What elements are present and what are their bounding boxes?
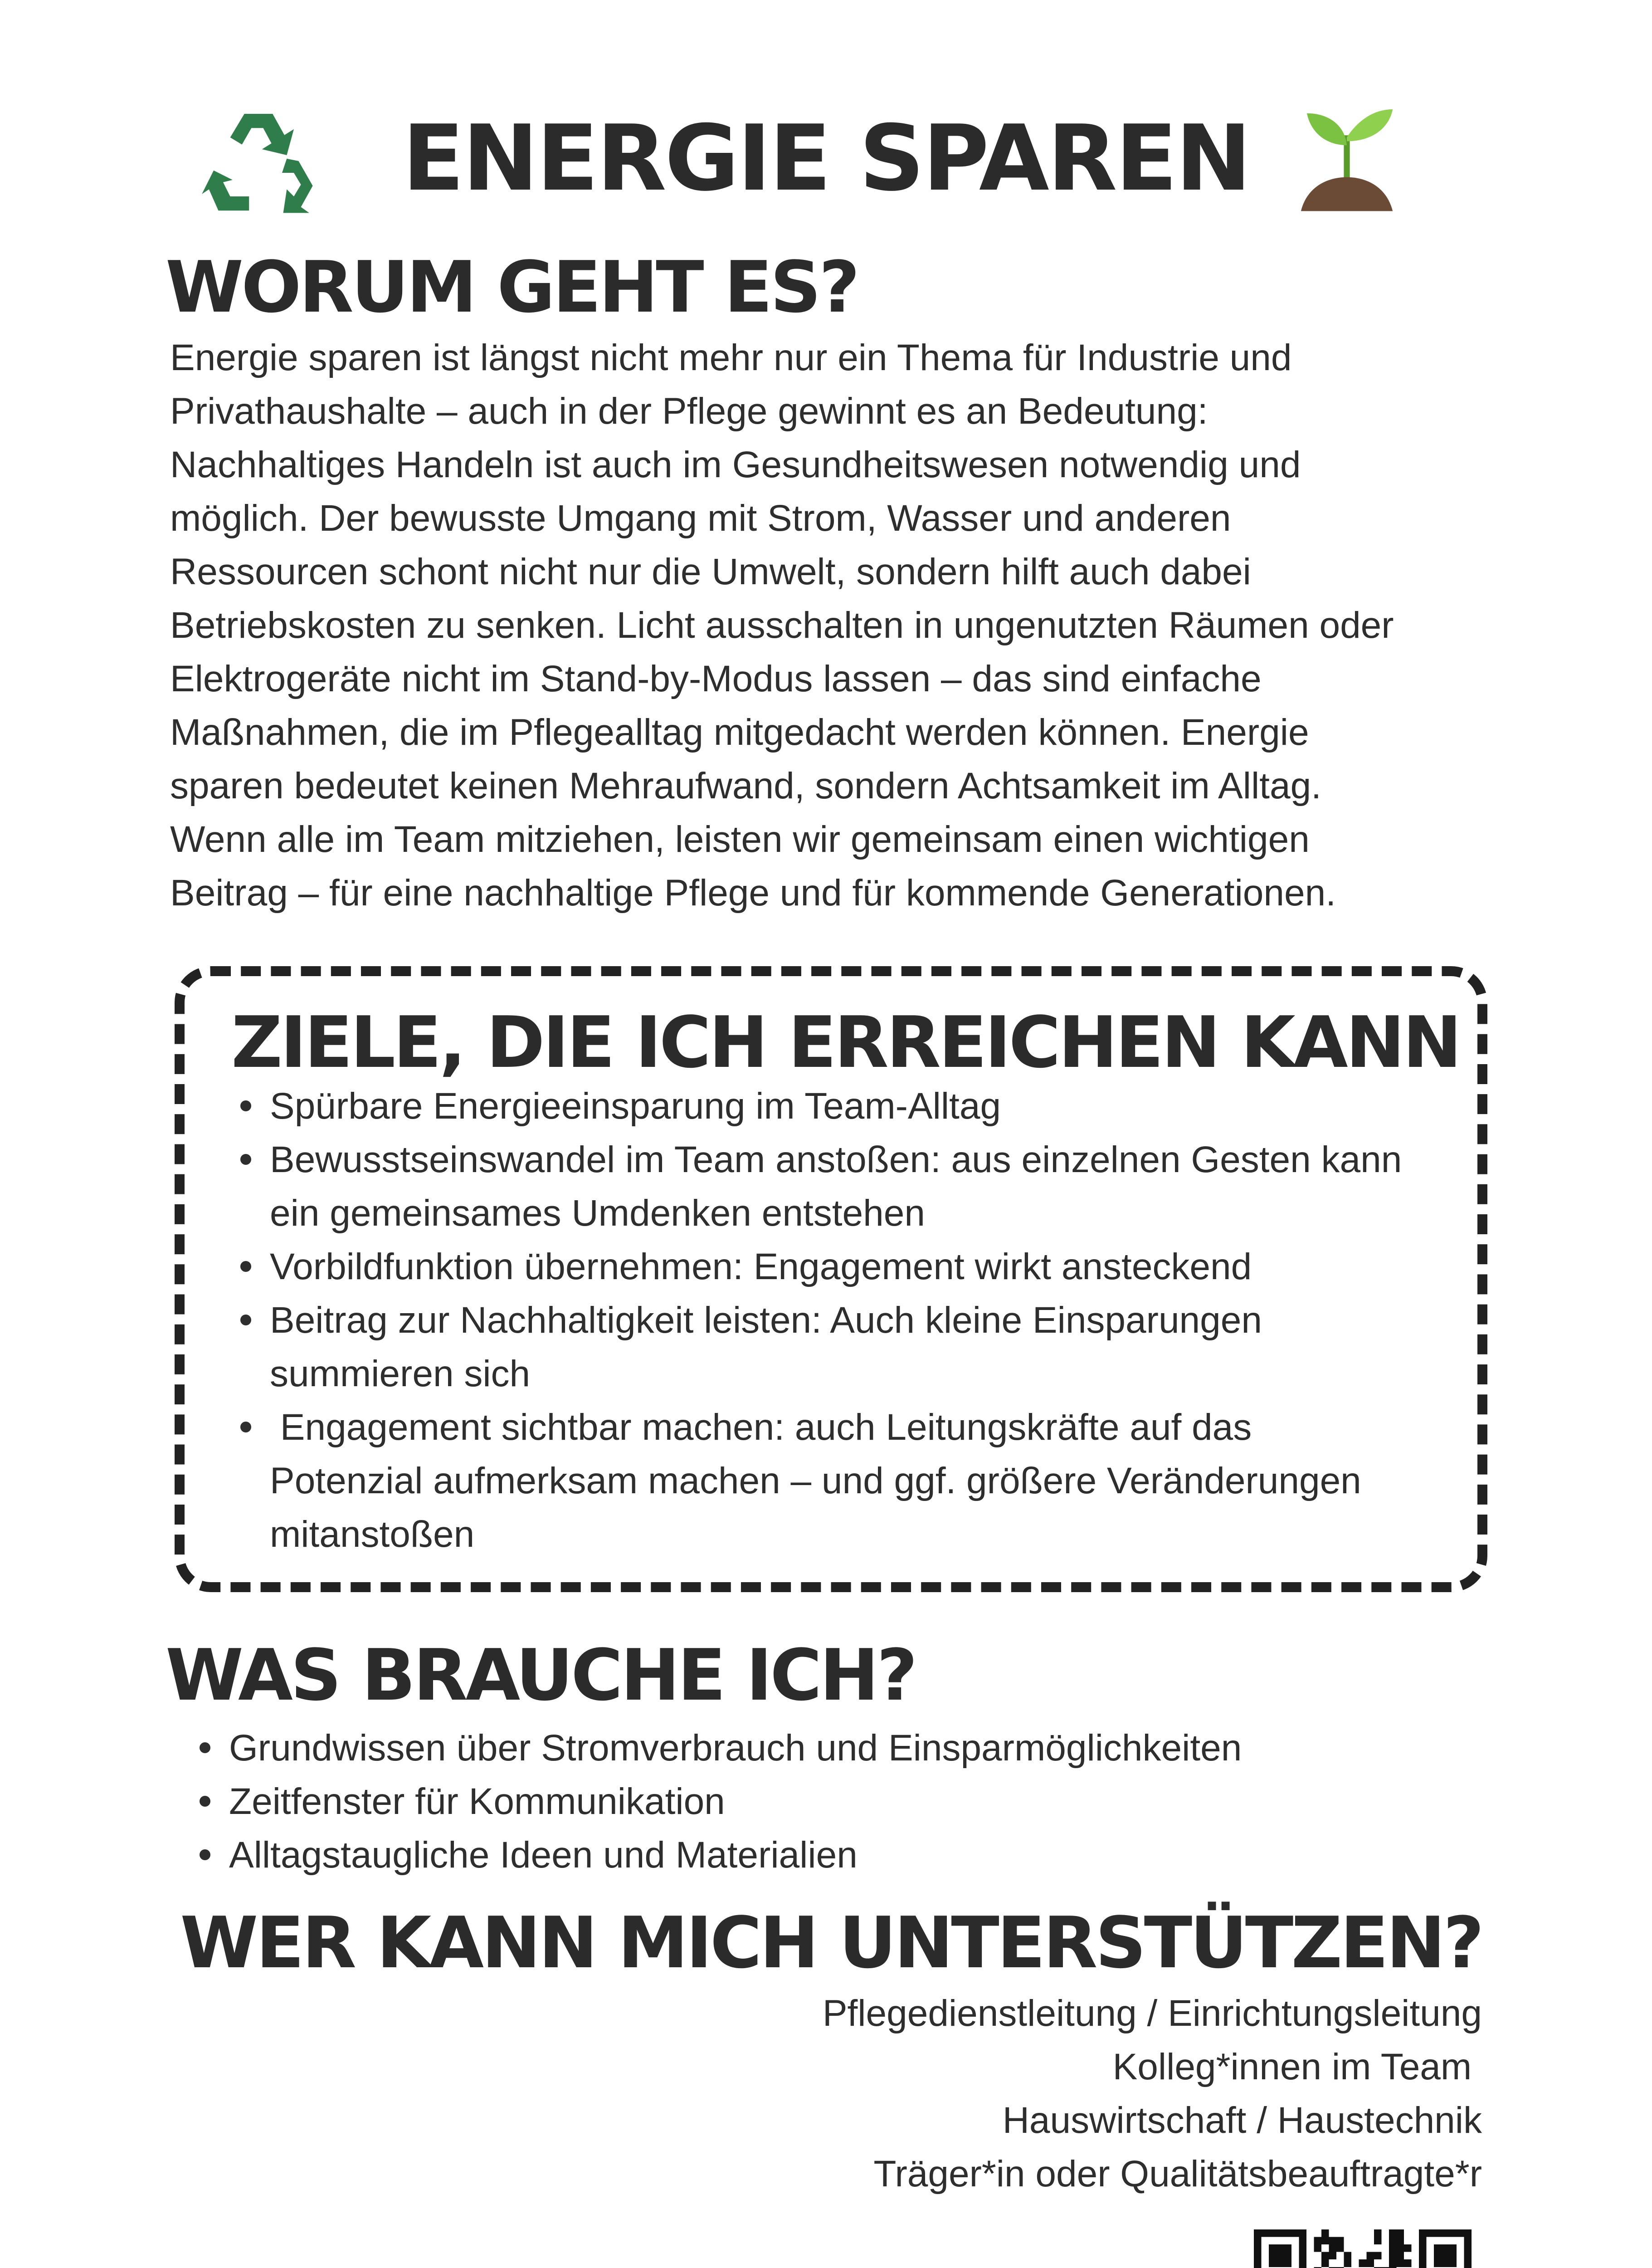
need-item: [186, 1828, 1546, 1882]
support-list: [823, 1987, 1482, 2201]
goal-item-text: Spürbare Energieeinsparung im Team-Alltag: [270, 1085, 1001, 1127]
intro-line: Privathaushalte – auch in der Pflege gewinnt es an Bedeutung:: [170, 391, 1208, 432]
needs-heading: WAS BRAUCHE ICH?: [166, 1634, 916, 1716]
goals-heading: ZIELE, DIE ICH ERREICHEN KANN: [231, 1001, 1460, 1084]
goal-item-text: Bewusstseinswandel im Team anstoßen: aus einzelnen Gesten kann: [270, 1139, 1402, 1180]
needs-list: [186, 1721, 1546, 1882]
support-item: Hauswirtschaft / Haustechnik: [1002, 2100, 1482, 2141]
intro-line: Beitrag – für eine nachhaltige Pflege und für kommende Generationen.: [170, 872, 1336, 914]
goal-item: [227, 1240, 1478, 1294]
goals-list: [227, 1080, 1478, 1561]
goal-item: [227, 1080, 1478, 1133]
intro-line: möglich. Der bewusste Umgang mit Strom, Wasser und anderen: [170, 498, 1231, 539]
goal-item-text: ein gemeinsames Umdenken entstehen: [270, 1193, 925, 1234]
goal-item-text: Engagement sichtbar machen: auch Leitungskräfte auf das: [270, 1407, 1252, 1448]
goal-item-text: Potenzial aufmerksam machen – und ggf. größere Veränderungen: [270, 1460, 1361, 1501]
intro-line: Betriebskosten zu senken. Licht ausschalten in ungenutzten Räumen oder: [170, 605, 1394, 646]
intro-line: Nachhaltiges Handeln ist auch im Gesundheitswesen notwendig und: [170, 444, 1301, 485]
goal-item-text: Vorbildfunktion übernehmen: Engagement wirkt ansteckend: [270, 1246, 1252, 1287]
need-item-text: Zeitfenster für Kommunikation: [229, 1781, 725, 1822]
goal-item-text: Beitrag zur Nachhaltigkeit leisten: Auch kleine Einsparungen: [270, 1300, 1262, 1341]
need-item-text: Grundwissen über Stromverbrauch und Einsparmöglichkeiten: [229, 1727, 1242, 1769]
support-item: Träger*in oder Qualitätsbeauftragte*r: [873, 2153, 1482, 2195]
intro-line: Ressourcen schont nicht nur die Umwelt, sondern hilft auch dabei: [170, 551, 1251, 592]
support-item: Kolleg*innen im Team: [1112, 2046, 1482, 2087]
need-item: [186, 1721, 1546, 1775]
support-heading: WER KANN MICH UNTERSTÜTZEN?: [180, 1901, 1482, 1984]
goal-item-text: mitanstoßen: [270, 1514, 475, 1555]
intro-heading: WORUM GEHT ES?: [166, 246, 858, 328]
goal-item: [227, 1133, 1478, 1240]
qr-code: [1254, 2229, 1472, 2268]
need-item-text: Alltagstaugliche Ideen und Materialien: [229, 1834, 858, 1876]
need-item: [186, 1775, 1546, 1828]
intro-line: Wenn alle im Team mitziehen, leisten wir gemeinsam einen wichtigen: [170, 819, 1310, 860]
intro-line: Maßnahmen, die im Pflegealltag mitgedacht werden können. Energie: [170, 712, 1309, 753]
intro-paragraph: [170, 331, 1530, 920]
goal-item: [227, 1401, 1478, 1561]
goal-item: [227, 1294, 1478, 1401]
intro-line: sparen bedeutet keinen Mehraufwand, sondern Achtsamkeit im Alltag.: [170, 765, 1321, 807]
support-item: Pflegedienstleitung / Einrichtungsleitung: [822, 1993, 1482, 2034]
intro-line: Elektrogeräte nicht im Stand-by-Modus lassen – das sind einfache: [170, 658, 1262, 699]
intro-line: Energie sparen ist längst nicht mehr nur ein Thema für Industrie und: [170, 337, 1292, 378]
page-title: ENERGIE SPAREN: [402, 106, 1250, 211]
goal-item-text: summieren sich: [270, 1353, 531, 1394]
